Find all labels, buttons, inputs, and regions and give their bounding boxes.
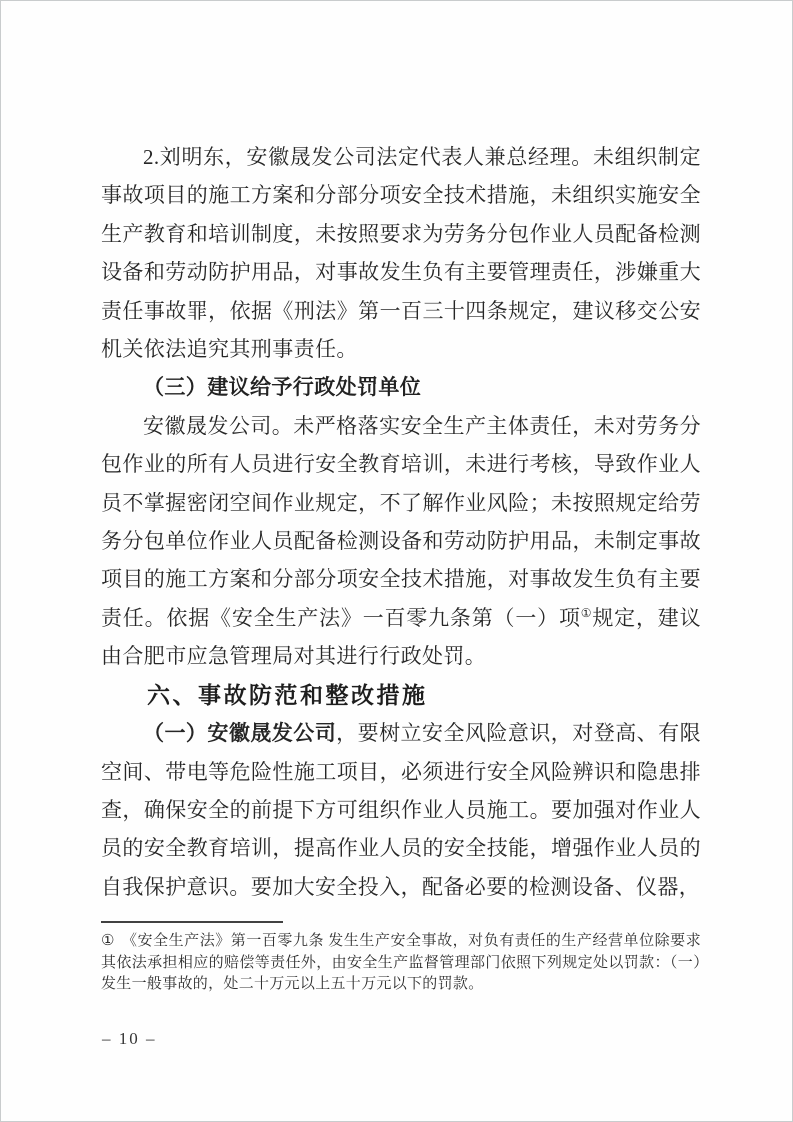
paragraph-company-penalty	[101, 407, 701, 676]
section-heading-administrative-penalty: （三）建议给予行政处罚单位	[143, 375, 422, 400]
section-heading-prevention-measures: 六、事故防范和整改措施	[147, 681, 428, 708]
footnote-separator-rule	[101, 921, 283, 923]
paragraph-liability-liu-mingdong: 2.刘明东，安徽晟发公司法定代表人兼总经理。未组织制定事故项目的施工方案和分部分项安全技术措施，未组织实施安全生产教育和培训制度，未按照要求为劳务分包作业人员配备检测设备和劳动防护用品，对事故发生负有主要管理责任，涉嫌重大责任事故罪，依据《刑法》第一百三十四条规定，建议移交公安机关依法追究其刑事责任。	[101, 145, 701, 362]
footnote-marker: ①	[101, 933, 115, 949]
document-body	[101, 138, 701, 906]
footnote-reference-mark: ①	[580, 605, 593, 620]
footnote-body: 《安全生产法》第一百零九条 发生生产安全事故，对负有责任的生产经营单位除要求其依法承担相应的赔偿等责任外，由安全生产监督管理部门依照下列规定处以罚款：（一）发生一般事故的，处二十万元以上五十万元以下的罚款。	[101, 933, 702, 992]
paragraph-company-penalty-text: 安徽晟发公司。未严格落实安全生产主体责任，未对劳务分包作业的所有人员进行安全教育培训，未进行考核，导致作业人员不掌握密闭空间作业规定，不了解作业风险；未按照规定给劳务分包单位作业人员配备检测设备和劳动防护用品，未制定事故项目的施工方案和分部分项安全技术措施，对事故发生负有主要责任。依据《安全生产法》一百零九条第（一）项	[101, 413, 701, 630]
paragraph-lead-bold: （一）安徽晟发公司	[143, 721, 337, 746]
page-number: – 10 –	[102, 1029, 157, 1048]
paragraph-company-penalty-text-after: 规定，建议由合肥市应急管理局对其进行行政处罚。	[101, 605, 701, 669]
paragraph-prevention-item-1	[101, 714, 701, 906]
paragraph-prevention-item-1-text: ，要树立安全风险意识，对登高、有限空间、带电等危险性施工项目，必须进行安全风险辨识和隐患排查，确保安全的前提下方可组织作业人员施工。要加强对作业人员的安全教育培训，提高作业人员的安全技能，增强作业人员的自我保护意识。要加大安全投入，配备必要的检测设备、仪器，	[101, 721, 701, 899]
footnote-text	[101, 931, 701, 996]
footnote-area	[101, 921, 701, 996]
